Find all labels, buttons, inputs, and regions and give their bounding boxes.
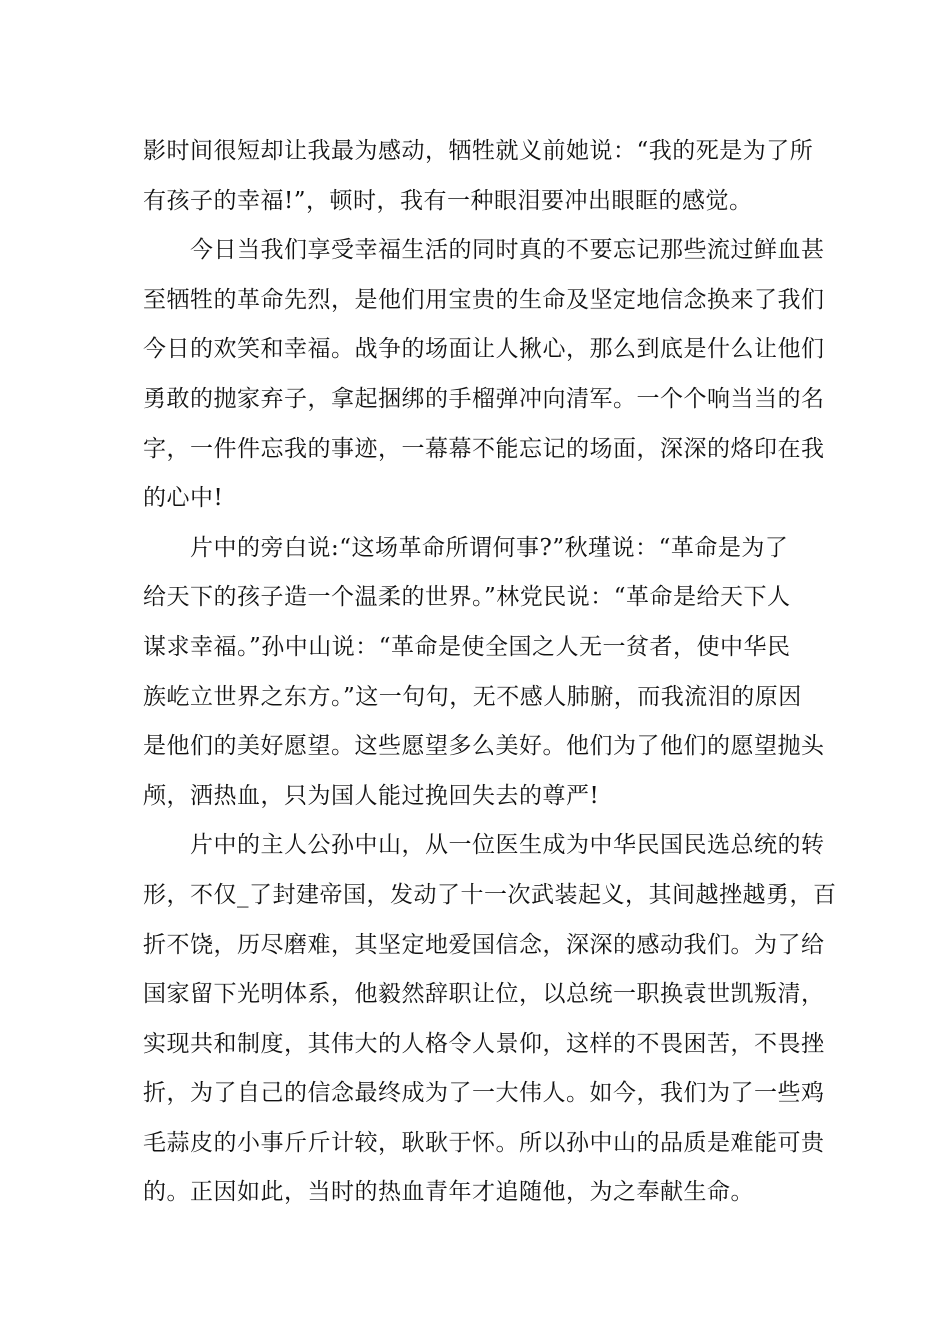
text-line: 今日的欢笑和幸福。战争的场面让人揪心，那么到底是什么让他们 bbox=[143, 336, 825, 363]
text-line: 勇敢的抛家弃子，拿起捆绑的手榴弹冲向清军。一个个响当当的名 bbox=[143, 385, 825, 412]
text-line: 片中的旁白说:“这场革命所谓何事?”秋瑾说：“革命是为了 bbox=[190, 534, 789, 561]
text-line: 片中的主人公孙中山，从一位医生成为中华民国民选总统的转 bbox=[190, 832, 825, 859]
text-line: 的心中! bbox=[143, 485, 224, 512]
text-line: 形，不仅_了封建帝国，发动了十一次武装起义，其间越挫越勇，百 bbox=[143, 881, 837, 908]
text-line: 影时间很短却让我最为感动，牺牲就义前她说：“我的死是为了所 bbox=[143, 138, 814, 164]
text-line: 的。正因如此，当时的热血青年才追随他，为之奉献生命。 bbox=[143, 1179, 754, 1206]
text-line: 给天下的孩子造一个温柔的世界。”林党民说：“革命是给天下人 bbox=[143, 584, 791, 611]
text-line: 有孩子的幸福!”，顿时，我有一种眼泪要冲出眼眶的感觉。 bbox=[143, 187, 753, 214]
text-line: 今日当我们享受幸福生活的同时真的不要忘记那些流过鲜血甚 bbox=[190, 237, 825, 264]
text-line: 国家留下光明体系，他毅然辞职让位，以总统一职换袁世凯叛清， bbox=[143, 981, 825, 1008]
text-line: 实现共和制度，其伟大的人格令人景仰，这样的不畏困苦，不畏挫 bbox=[143, 1030, 825, 1057]
text-line: 颅，洒热血，只为国人能过挽回失去的尊严! bbox=[143, 782, 600, 809]
text-line: 折不饶，历尽磨难，其坚定地爱国信念，深深的感动我们。为了给 bbox=[143, 931, 825, 958]
text-line: 毛蒜皮的小事斤斤计较，耿耿于怀。所以孙中山的品质是难能可贵 bbox=[143, 1129, 825, 1156]
text-line: 字，一件件忘我的事迹，一幕幕不能忘记的场面，深深的烙印在我 bbox=[143, 435, 825, 462]
text-line: 谋求幸福。”孙中山说：“革命是使全国之人无一贫者，使中华民 bbox=[143, 633, 791, 660]
text-line: 是他们的美好愿望。这些愿望多么美好。他们为了他们的愿望抛头 bbox=[143, 733, 825, 760]
text-line: 族屹立世界之东方。”这一句句，无不感人肺腑，而我流泪的原因 bbox=[143, 683, 802, 710]
text-line: 折，为了自己的信念最终成为了一大伟人。如今，我们为了一些鸡 bbox=[143, 1080, 825, 1107]
text-line: 至牺牲的革命先烈，是他们用宝贵的生命及坚定地信念换来了我们 bbox=[143, 286, 825, 313]
body-text bbox=[143, 127, 837, 1218]
